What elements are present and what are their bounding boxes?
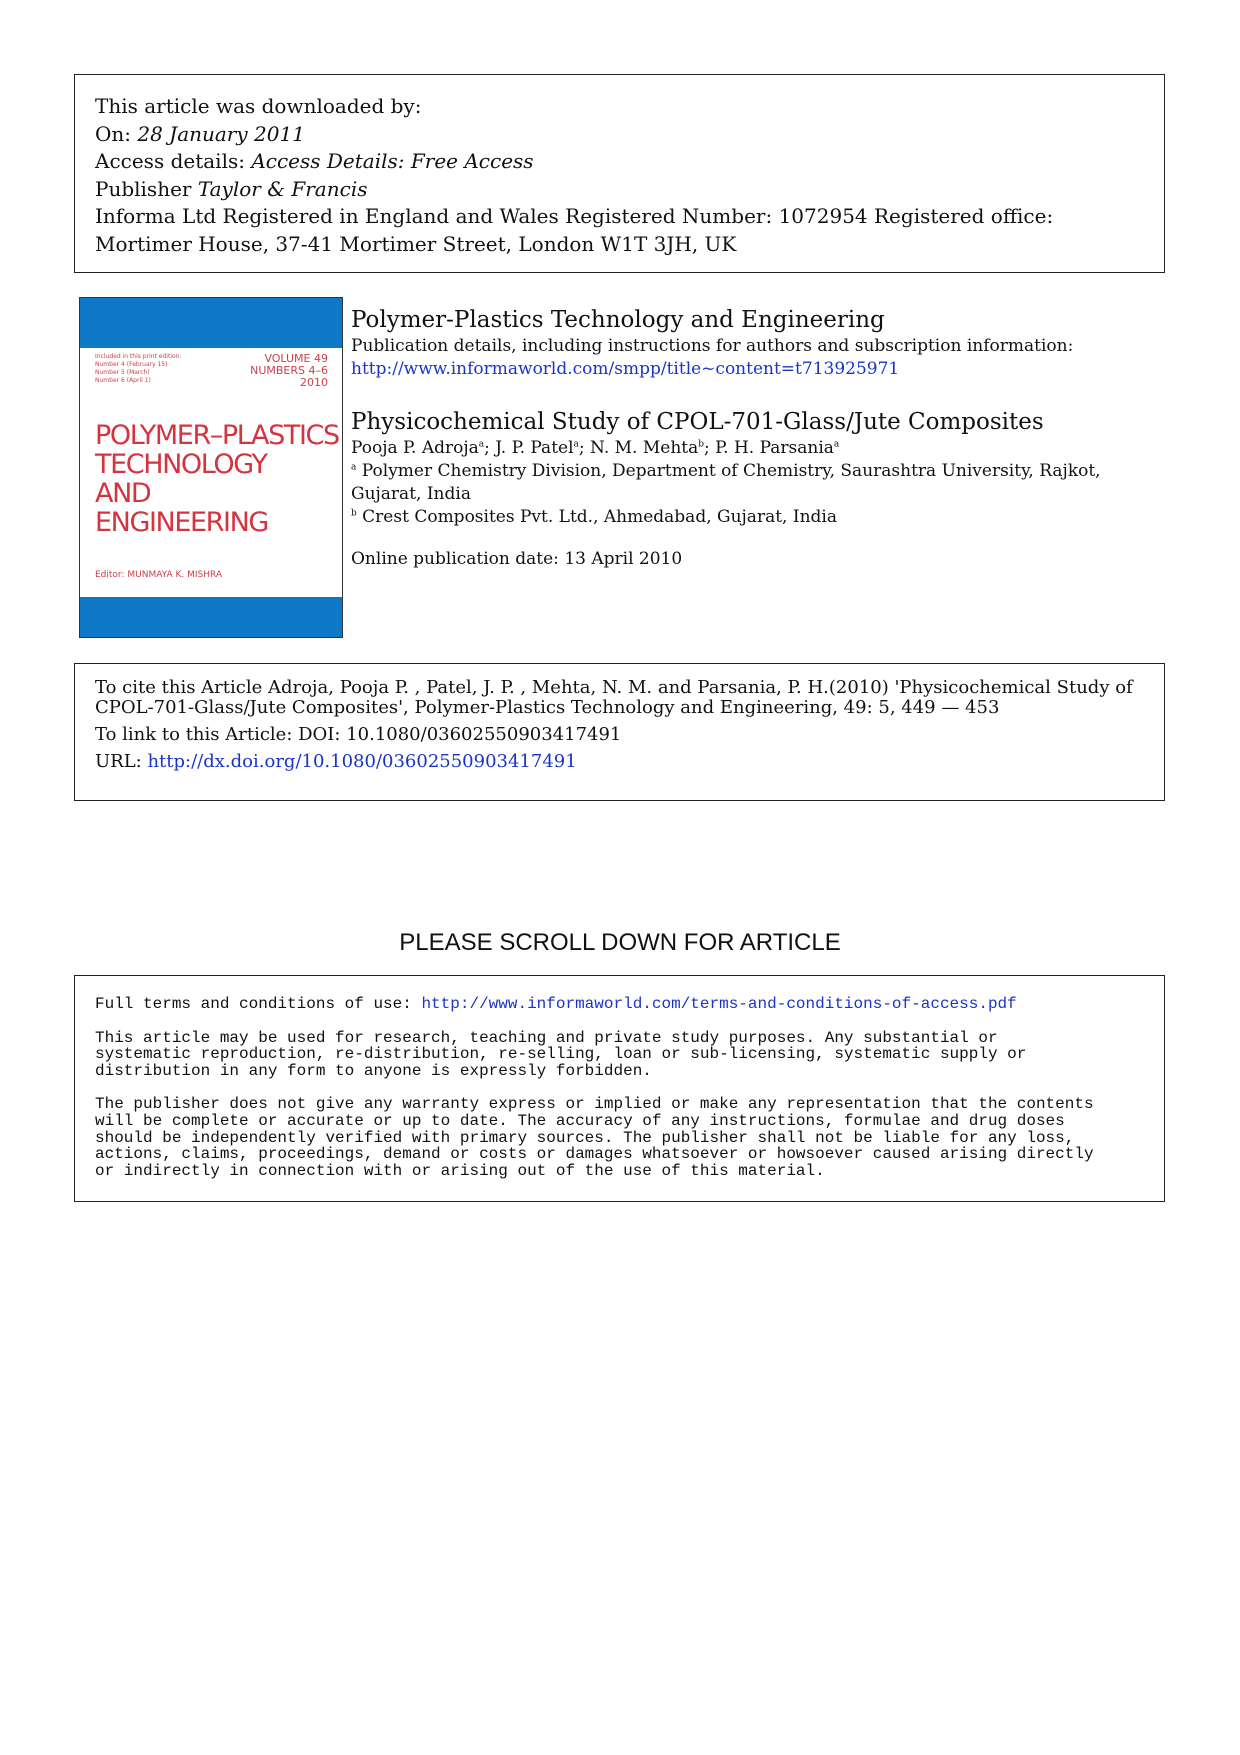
cover-bottom-band [80,597,342,637]
article-doi [95,725,1144,745]
publication-details: Publication details, including instructions for authors and subscription information: [351,336,1074,356]
online-publication-date: Online publication date: 13 April 2010 [351,549,683,569]
terms-label: Full terms and conditions of use: [95,995,422,1013]
author-name: P. H. Parsania [715,438,834,458]
url-label: URL: [95,751,148,772]
author-affil-marker: a [833,439,840,450]
terms-box [74,975,1165,1202]
on-label: On: [95,121,138,146]
author-name: J. P. Patel [495,438,574,458]
author-separator: ; [578,438,591,458]
affiliation-b [351,506,1171,529]
access-label: Access details: [95,149,252,173]
author-name: N. M. Mehta [590,438,699,458]
doi-value: 10.1080/03602550903417491 [346,724,622,745]
journal-url-link[interactable]: http://www.informaworld.com/smpp/title~content=t713925971 [351,359,900,379]
cite-label: To cite this Article [95,677,268,698]
article-url [95,752,1144,772]
registered-office: Informa Ltd Registered in England and Wales Registered Number: 1072954 Registered office: Mortimer House, 37-41 Mortimer Street, London W1T 3JH, UK [95,204,1054,256]
affiliation-b-marker: b [351,508,357,519]
affiliation-a-text: Polymer Chemistry Division, Department of Chemistry, Saurashtra University, Rajkot, Gujarat, India [351,461,1101,504]
access-value: Access Details: Free Access [251,149,534,173]
terms-usage-paragraph: This article may be used for research, teaching and private study purposes. Any substantial or systematic reproduction, re-distribution, re-selling, loan or sub-licensing, systematic supply or distribution in any form to anyone is expressly forbidden. [95,1028,1027,1080]
download-info-box [74,74,1165,273]
author-name: Pooja P. Adroja [351,438,479,458]
author-separator: ; [704,438,716,458]
scroll-notice: PLEASE SCROLL DOWN FOR ARTICLE [399,929,841,956]
author-affil-marker: a [478,439,485,450]
terms-line [95,996,1144,1013]
publication-info [351,305,1171,571]
journal-title: Polymer-Plastics Technology and Engineering [351,307,885,333]
publisher-name: Taylor & Francis [197,176,368,201]
downloaded-by-line: This article was downloaded by: [95,94,422,118]
doi-url-link[interactable]: http://dx.doi.org/10.1080/03602550903417491 [147,751,577,772]
citation-box [74,663,1165,801]
affiliation-a-marker: a [351,462,357,473]
cover-volume-text: VOLUME 49 NUMBERS 4–6 2010 [250,352,328,389]
cover-top-band [80,298,342,348]
access-details-line [95,148,1144,176]
terms-warranty-paragraph: The publisher does not give any warranty express or implied or make any representation that the contents will be complete or accurate or up to date. The accuracy of any instructions, formulae and drug doses should be independently verified with primary sources. The publisher shall not be liable for any loss, actions, claims, proceedings, demand or costs or damages whatsoever or howsoever caused arising directly or indirectly in connection with or arising out of the use of this material. [95,1095,1094,1180]
article-title: Physicochemical Study of CPOL-701-Glass/Jute Composites [351,409,1044,435]
cite-article [95,678,1144,718]
author-list [351,437,1171,460]
author-separator: ; [484,438,496,458]
download-date-line [95,121,1144,149]
cite-text: Adroja, Pooja P. , Patel, J. P. , Mehta, N. M. and Parsania, P. H.(2010) 'Physicochemical Study of CPOL-701-Glass/Jute Composites', Polymer-Plastics Technology and Engineering, 49: 5, 449 — 453 [95,677,1133,718]
cover-editor: Editor: MUNMAYA K. MISHRA [95,570,223,580]
terms-url-link[interactable]: http://www.informaworld.com/terms-and-conditions-of-access.pdf [421,995,1017,1013]
journal-cover-image [79,297,343,638]
cover-title: POLYMER–PLASTICS TECHNOLOGY AND ENGINEERING [95,420,339,538]
affiliation-a [351,460,1171,506]
affiliation-b-text: Crest Composites Pvt. Ltd., Ahmedabad, Gujarat, India [356,507,837,527]
publisher-label: Publisher [95,176,198,201]
download-date: 28 January 2011 [137,121,305,146]
author-affil-marker: a [573,439,579,450]
publisher-line [95,176,1144,204]
doi-label: To link to this Article: DOI: [95,724,347,745]
author-affil-marker: b [698,439,705,450]
cover-issues-text: Included in this print edition: Number 4 (February 15) Number 5 (March) Number 6 (April 1) [95,353,182,384]
